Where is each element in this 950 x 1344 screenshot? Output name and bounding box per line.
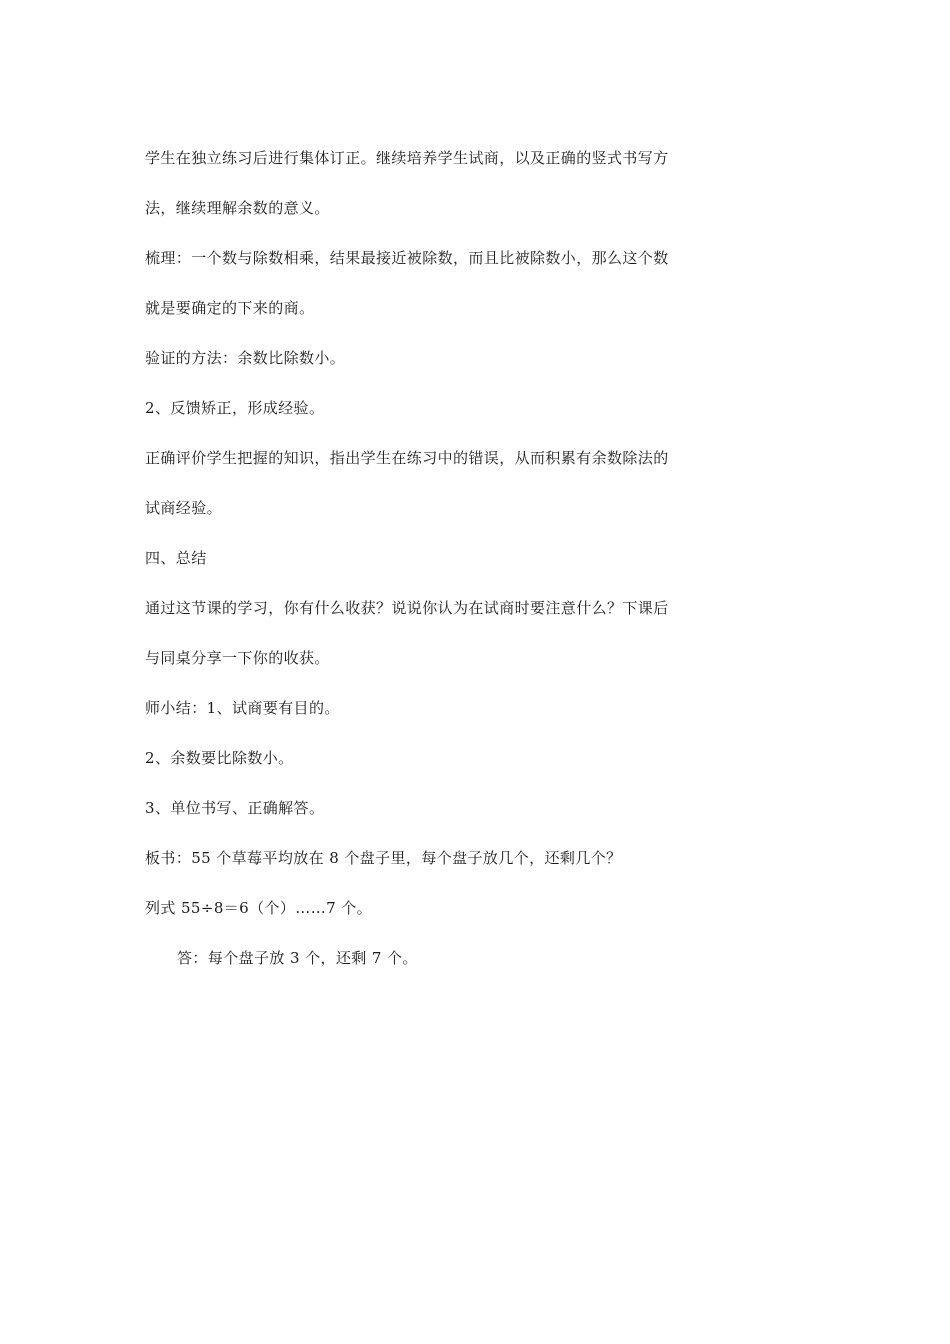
blackboard-line: 板书：55 个草莓平均放在 8 个盘子里，每个盘子放几个，还剩几个？ [145, 849, 622, 867]
text-line-11: 与同桌分享一下你的收获。 [145, 649, 330, 667]
equation-line: 列式 55÷8＝6（个）……7 个。 [145, 899, 373, 917]
text-line-1: 学生在独立练习后进行集体订正。继续培养学生试商，以及正确的竖式书写方 [145, 149, 669, 167]
text-line-6: 2、反馈矫正，形成经验。 [145, 399, 325, 417]
text-line-12: 师小结：1、试商要有目的。 [145, 699, 340, 717]
text-line-14: 3、单位书写、正确解答。 [145, 799, 325, 817]
text-line-10: 通过这节课的学习，你有什么收获？说说你认为在试商时要注意什么？下课后 [145, 599, 669, 617]
text-line-5: 验证的方法：余数比除数小。 [145, 349, 346, 367]
text-line-8: 试商经验。 [145, 499, 223, 517]
text-line-3: 梳理：一个数与除数相乘，结果最接近被除数，而且比被除数小，那么这个数 [145, 249, 669, 267]
text-line-4: 就是要确定的下来的商。 [145, 299, 315, 317]
text-line-13: 2、余数要比除数小。 [145, 749, 294, 767]
answer-line: 答：每个盘子放 3 个，还剩 7 个。 [177, 949, 418, 967]
text-line-7: 正确评价学生把握的知识，指出学生在练习中的错误，从而积累有余数除法的 [145, 449, 669, 467]
text-line-2: 法，继续理解余数的意义。 [145, 199, 330, 217]
document-body [145, 148, 725, 998]
section-heading: 四、总结 [145, 549, 207, 567]
